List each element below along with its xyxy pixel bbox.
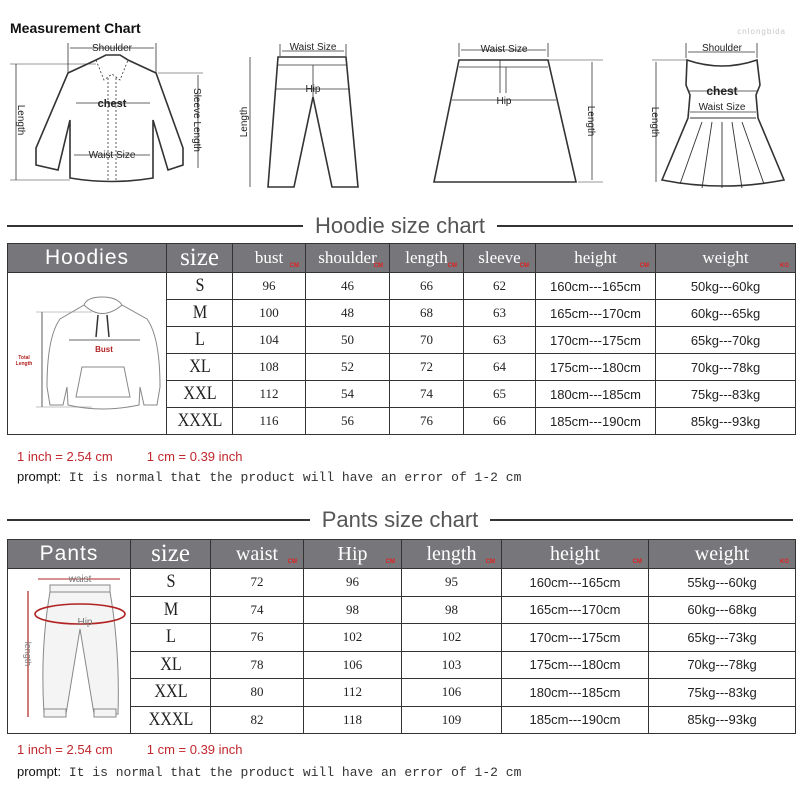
hoodie-illustration	[8, 273, 167, 435]
length-cell: 109	[402, 706, 502, 734]
waist-cell: 76	[211, 624, 304, 652]
column-header-hip	[304, 540, 402, 569]
length-cell: 72	[390, 354, 464, 381]
skirt-waist-label: Waist Size	[480, 44, 528, 55]
unit-badge: CM	[639, 263, 649, 269]
height-cell: 160cm---165cm	[502, 569, 649, 597]
weight-cell: 70kg---78kg	[656, 354, 796, 381]
bust-cell: 112	[233, 381, 306, 408]
hoodie-total-length-label: Total	[18, 354, 30, 361]
weight-cell: 65kg---73kg	[649, 624, 796, 652]
trousers-length-label: Length	[239, 106, 250, 138]
column-header-bust	[233, 244, 306, 273]
unit-badge: KG	[780, 559, 789, 565]
divider	[490, 519, 793, 521]
sleeve-cell: 63	[464, 327, 536, 354]
skirt-hip-label: Hip	[496, 96, 512, 107]
column-header-label: sleeve	[478, 248, 521, 267]
size-cell: XXXL	[171, 408, 227, 435]
size-cell: XXL	[171, 381, 227, 408]
hip-cell: 112	[304, 679, 402, 707]
prompt-label: prompt:	[17, 764, 62, 779]
dress-length-label: Length	[649, 106, 660, 138]
length-cell: 95	[402, 569, 502, 597]
shoulder-cell: 50	[306, 327, 390, 354]
column-header-label: length	[405, 248, 448, 267]
column-header-height	[536, 244, 656, 273]
size-cell: XL	[137, 651, 205, 679]
table-header-row	[8, 540, 796, 569]
column-header-label: size	[151, 540, 190, 567]
waist-cell: 72	[211, 569, 304, 597]
shirt-diagram	[8, 40, 203, 190]
pants-prompt-note	[17, 764, 521, 780]
unit-badge: CM	[447, 263, 457, 269]
hoodies-category-header: Hoodies	[8, 244, 167, 273]
height-cell: 165cm---170cm	[502, 596, 649, 624]
height-cell: 175cm---180cm	[536, 354, 656, 381]
weight-cell: 85kg---93kg	[649, 706, 796, 734]
height-cell: 170cm---175cm	[536, 327, 656, 354]
pants-section-title-text: Pants size chart	[321, 507, 479, 532]
unit-badge: CM	[289, 263, 299, 269]
weight-cell: 75kg---83kg	[649, 679, 796, 707]
measurement-chart-title: Measurement Chart	[10, 20, 141, 36]
pants-category-header: Pants	[8, 540, 131, 569]
column-header-label: length	[426, 542, 477, 565]
column-header-height	[502, 540, 649, 569]
prompt-label: prompt:	[17, 469, 62, 484]
shirt-shoulder-label: Shoulder	[91, 43, 133, 54]
bust-cell: 108	[233, 354, 306, 381]
skirt-length-label: Length	[585, 105, 596, 137]
pants-unit-conversion	[17, 742, 277, 757]
sleeve-cell: 64	[464, 354, 536, 381]
hip-cell: 98	[304, 596, 402, 624]
dress-shoulder-label: Shoulder	[701, 43, 743, 54]
hoodie-section-title	[7, 213, 793, 239]
trousers-waist-label: Waist Size	[289, 42, 337, 53]
length-cell: 66	[390, 273, 464, 300]
height-cell: 180cm---185cm	[536, 381, 656, 408]
waist-cell: 80	[211, 679, 304, 707]
column-header-size	[131, 540, 211, 569]
trousers-diagram	[238, 40, 363, 190]
column-header-label: waist	[235, 542, 279, 565]
table-row	[8, 569, 796, 597]
length-cell: 68	[390, 300, 464, 327]
shirt-sleeve-label: Sleeve Length	[191, 88, 202, 152]
weight-cell: 85kg---93kg	[656, 408, 796, 435]
hoodie-size-table	[7, 243, 796, 435]
pants-icon	[10, 569, 128, 729]
dress-chest-label: chest	[706, 84, 738, 98]
hoodie-bust-label: Bust	[95, 344, 113, 354]
divider	[497, 225, 793, 227]
sleeve-cell: 63	[464, 300, 536, 327]
size-cell: M	[137, 596, 205, 624]
column-header-label: weight	[694, 542, 750, 565]
weight-cell: 60kg---68kg	[649, 596, 796, 624]
column-header-label: weight	[702, 248, 749, 267]
size-cell: M	[171, 300, 227, 327]
column-header-label: size	[180, 244, 219, 271]
skirt-diagram	[428, 40, 608, 190]
length-cell: 76	[390, 408, 464, 435]
bust-cell: 96	[233, 273, 306, 300]
pants-illustration	[8, 569, 131, 734]
prompt-text: It is normal that the product will have an error of 1-2 cm	[68, 765, 522, 780]
length-cell: 106	[402, 679, 502, 707]
dress-waist-label: Waist Size	[698, 102, 746, 113]
height-cell: 170cm---175cm	[502, 624, 649, 652]
weight-cell: 55kg---60kg	[649, 569, 796, 597]
hoodie-prompt-note	[17, 469, 521, 485]
size-cell: S	[137, 569, 205, 597]
cm-to-inch-note: 1 cm = 0.39 inch	[146, 449, 243, 464]
column-header-sleeve	[464, 244, 536, 273]
column-header-label: shoulder	[318, 248, 377, 267]
length-cell: 102	[402, 624, 502, 652]
column-header-length	[390, 244, 464, 273]
hoodie-unit-conversion	[17, 449, 277, 464]
size-cell: L	[137, 624, 205, 652]
column-header-label: height	[550, 542, 600, 565]
waist-cell: 78	[211, 651, 304, 679]
hip-cell: 102	[304, 624, 402, 652]
waist-cell: 82	[211, 706, 304, 734]
table-header-row	[8, 244, 796, 273]
size-cell: L	[171, 327, 227, 354]
size-cell: XXL	[137, 679, 205, 707]
inch-to-cm-note: 1 inch = 2.54 cm	[17, 449, 113, 464]
unit-badge: CM	[287, 559, 297, 565]
weight-cell: 70kg---78kg	[649, 651, 796, 679]
column-header-shoulder	[306, 244, 390, 273]
weight-cell: 65kg---70kg	[656, 327, 796, 354]
unit-badge: CM	[485, 559, 495, 565]
bust-cell: 104	[233, 327, 306, 354]
column-header-size	[167, 244, 233, 273]
length-cell: 70	[390, 327, 464, 354]
pants-waist-label: waist	[68, 574, 92, 585]
column-header-weight	[656, 244, 796, 273]
column-header-weight	[649, 540, 796, 569]
weight-cell: 50kg---60kg	[656, 273, 796, 300]
length-cell: 74	[390, 381, 464, 408]
length-cell: 103	[402, 651, 502, 679]
unit-badge: KG	[780, 263, 789, 269]
column-header-label: height	[574, 248, 617, 267]
table-row	[8, 273, 796, 300]
pants-hip-label: Hip	[77, 617, 93, 628]
cm-to-inch-note: 1 cm = 0.39 inch	[146, 742, 243, 757]
pants-size-table	[7, 539, 796, 734]
unit-badge: CM	[519, 263, 529, 269]
dress-diagram	[640, 40, 795, 190]
hoodie-total-length-label-2: Length	[15, 360, 33, 367]
height-cell: 165cm---170cm	[536, 300, 656, 327]
hoodie-icon	[12, 277, 162, 427]
trousers-hip-label: Hip	[305, 84, 321, 95]
shoulder-cell: 52	[306, 354, 390, 381]
size-cell: XL	[171, 354, 227, 381]
height-cell: 160cm---165cm	[536, 273, 656, 300]
waist-cell: 74	[211, 596, 304, 624]
height-cell: 185cm---190cm	[536, 408, 656, 435]
inch-to-cm-note: 1 inch = 2.54 cm	[17, 742, 113, 757]
shoulder-cell: 48	[306, 300, 390, 327]
unit-badge: CM	[632, 559, 642, 565]
column-header-waist	[211, 540, 304, 569]
height-cell: 180cm---185cm	[502, 679, 649, 707]
hip-cell: 96	[304, 569, 402, 597]
height-cell: 175cm---180cm	[502, 651, 649, 679]
sleeve-cell: 66	[464, 408, 536, 435]
weight-cell: 75kg---83kg	[656, 381, 796, 408]
sleeve-cell: 65	[464, 381, 536, 408]
divider	[7, 519, 310, 521]
size-cell: XXXL	[137, 706, 205, 734]
pants-length-label: length	[23, 641, 33, 667]
hip-cell: 118	[304, 706, 402, 734]
weight-cell: 60kg---65kg	[656, 300, 796, 327]
hip-cell: 106	[304, 651, 402, 679]
shirt-chest-label: chest	[97, 98, 127, 110]
column-header-label: bust	[254, 248, 284, 267]
length-cell: 98	[402, 596, 502, 624]
pants-section-title	[7, 507, 793, 533]
shirt-length-label: Length	[15, 104, 26, 136]
unit-badge: CM	[373, 263, 383, 269]
height-cell: 185cm---190cm	[502, 706, 649, 734]
shoulder-cell: 54	[306, 381, 390, 408]
column-header-length	[402, 540, 502, 569]
size-cell: S	[171, 273, 227, 300]
shirt-waist-label: Waist Size	[88, 150, 136, 161]
watermark: cnlongbida	[737, 27, 786, 36]
column-header-label: Hip	[337, 542, 368, 565]
bust-cell: 100	[233, 300, 306, 327]
sleeve-cell: 62	[464, 273, 536, 300]
bust-cell: 116	[233, 408, 306, 435]
hoodie-section-title-text: Hoodie size chart	[315, 213, 485, 238]
prompt-text: It is normal that the product will have an error of 1-2 cm	[68, 470, 522, 485]
divider	[7, 225, 303, 227]
shoulder-cell: 46	[306, 273, 390, 300]
shoulder-cell: 56	[306, 408, 390, 435]
unit-badge: CM	[385, 559, 395, 565]
